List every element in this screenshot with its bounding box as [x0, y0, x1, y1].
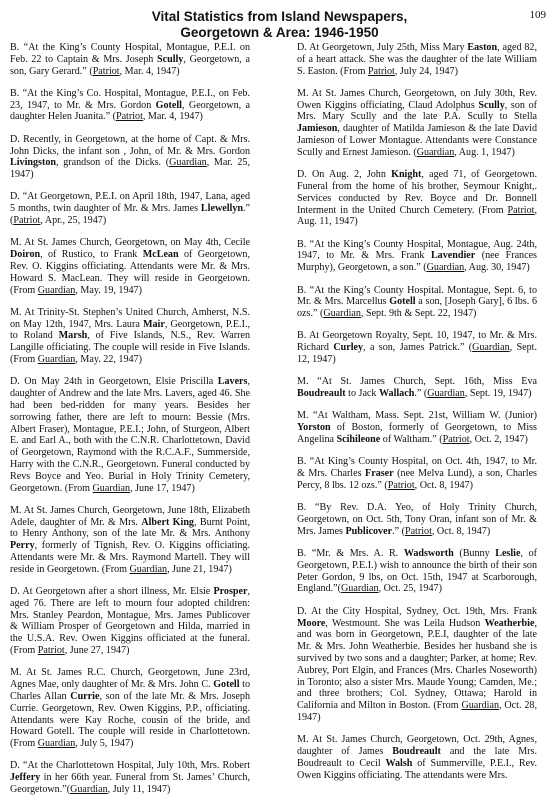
- surname: Curley: [333, 342, 364, 354]
- newspaper-name: Guardian: [416, 146, 455, 158]
- newspaper-name: Patriot: [115, 111, 143, 123]
- entry-text: , grandson of the Dicks. (: [56, 157, 170, 169]
- surname: Leslie: [495, 548, 521, 560]
- title-line-1: Vital Statistics from Island Newspapers,: [151, 9, 408, 24]
- entry-text: B. “At the King’s County Hospital, Montague, P.E.I. on Feb. 22 to Captain & Mrs. Joseph: [10, 42, 250, 65]
- entry-text: in her 66th year. Funeral from St. James’ Church, Georgetown.”(: [10, 772, 250, 796]
- newspaper-name: Guardian: [427, 388, 465, 400]
- entry-text: , Mar. 4, 1947): [142, 111, 203, 123]
- entry-text: B. “At the King’s County Hospital, Montague, Aug. 24th, 1947, to Mr. & Mrs. Frank: [297, 238, 537, 262]
- surname: Publicover: [345, 525, 393, 537]
- surname: Gotell: [213, 679, 240, 691]
- newspaper-name: Patriot: [367, 65, 395, 77]
- entry-text: , aged 76. There are left to mourn four adopted children: Mrs. Stanley Peardon, Montague, Mrs. James Publicover & William Prosper of Georgetown and Hilda, married in the U.S.A. Rev. Owen Kiggins officiated at the funeral. (From: [10, 586, 250, 657]
- entry-text: D. At Georgetown after a short illness, Mr. Elsie: [10, 586, 214, 598]
- surname: Perry: [10, 540, 35, 552]
- surname: Albert King: [141, 516, 194, 528]
- entry-text: a son, [Joseph Gary], 6 lbs. 6 ozs.” (: [297, 296, 537, 320]
- entry-text: B. “At King’s County Hospital, on Oct. 4th, 1947, to Mr. & Mrs. Charles: [297, 456, 537, 480]
- entry-text: of Georgetown, Rev. O. Kiggins officiating. Attendants were Mr. & Mrs. Howard S. MacLean. They will reside in Georgetown. (From: [10, 249, 250, 296]
- record-entry: [297, 456, 537, 491]
- entry-text: of Boston, formerly of Georgetown, to Miss Angelina: [297, 422, 537, 446]
- newspaper-name: Guardian: [70, 784, 108, 796]
- newspaper-name: Guardian: [323, 308, 361, 320]
- surname: Llewellyn: [200, 203, 243, 215]
- record-entry: [297, 734, 537, 781]
- entry-text: .” (: [10, 203, 250, 227]
- entry-text: , son of Mrs. Mary Scully and the late P.A. Scully to Stella: [297, 99, 537, 123]
- entry-text: , Georgetown, a daughter Helen Juanita.” (: [10, 99, 250, 123]
- entry-text: of Summerville, P.E.I., Rev. Owen Kiggins officiating. The attendants were Mrs.: [297, 757, 537, 781]
- entry-text: , formerly of Tignish, Rev. O. Kiggins officiating. Attendants were Mr. & Mrs. Raymond Martell. They will reside in Georgetown. (From: [10, 540, 250, 575]
- entry-text: , of Five Islands, N.S., Rev. Warren Langille officiating. The couple will reside in Five Islands. (From: [10, 330, 250, 366]
- entry-text: , Burnt Point, to Henry Anthony, son of the late Mr. & Mrs. Anthony: [10, 516, 251, 540]
- newspaper-name: Patriot: [404, 525, 432, 537]
- entry-text: , July 5, 1947): [75, 738, 134, 750]
- entry-text: , Aug. 11, 1947): [297, 204, 537, 228]
- entry-text: D. On Aug. 2, John: [297, 169, 392, 181]
- entry-text: , Westmount. She was Leila Hudson: [325, 617, 485, 629]
- entry-text: D. Recently, in Georgetown, at the home of Capt. & Mrs. John Dicks, the infant son , John, of Mr. & Mrs. Gordon: [10, 133, 250, 157]
- entry-text: M. At St. James Church, Georgetown, on May 4th, Cecile: [10, 237, 250, 249]
- newspaper-name: Patriot: [507, 204, 535, 216]
- newspaper-name: Guardian: [472, 342, 510, 354]
- entry-text: of Waltham.” (: [380, 434, 443, 446]
- surname: Lavendier: [430, 250, 476, 262]
- record-entry: [297, 548, 537, 595]
- entry-text: , June 27, 1947): [64, 645, 130, 657]
- record-entry: [297, 606, 537, 724]
- entry-text: M. At St. James Church, Georgetown, on July 30th, Rev. Owen Kiggins officiating, Claud Adolphus: [297, 87, 537, 111]
- entry-text: , July 24, 1947): [394, 65, 458, 77]
- surname: Doiron: [10, 249, 41, 261]
- surname: Livingston: [10, 157, 56, 169]
- entry-text: .” (: [392, 525, 405, 537]
- surname: Jamieson: [297, 123, 338, 135]
- entry-text: , daughter of Andrew and the late Mrs. Lavers, aged 46. She had been bed-ridden for many years. Besides her sorrowing father, there are left to mourn: Bessie (Mrs. Albert Fraser), Montague, P.E.I.; John, of Sturgeon, Albert E. and Earl A., both with the C.N.R. Charlottetown, David of Georgetown, Raymond with the R.C.A.F., Summerside, Harry with the C.N.R., Georgetown. Funeral conducted by Revs Boyce and Yeo. Burial in Holy Trinity Cemetery, Georgetown. (From: [10, 376, 250, 494]
- page-title: [0, 9, 559, 41]
- surname: McLean: [142, 249, 179, 261]
- surname: Currie: [70, 690, 100, 702]
- entry-text: M. “At St. James Church, Sept. 16th, Miss Eva: [297, 376, 537, 388]
- entry-text: (nee Melva Lund), a son, Charles Percy, 8 lbs. 12 ozs.” (: [297, 468, 537, 491]
- entry-text: , of Rustico, to Frank: [40, 249, 143, 261]
- newspaper-name: Guardian: [341, 583, 379, 595]
- record-entry: [297, 330, 537, 365]
- record-entry: [10, 505, 250, 576]
- entry-text: B. At Georgetown Royalty, Sept. 10, 1947, to Mr. & Mrs. Richard: [297, 330, 537, 354]
- entry-text: D. On May 24th in Georgetown, Elsie Priscilla: [10, 376, 218, 388]
- surname: Knight: [391, 169, 422, 181]
- entry-text: M. At St. James Church, Georgetown, Oct. 29th, Agnes, daughter of James: [297, 734, 537, 758]
- entry-text: , May. 22, 1947): [75, 354, 142, 366]
- record-entry: [10, 376, 250, 494]
- record-entry: [10, 134, 250, 181]
- surname: Boudreault: [297, 388, 346, 400]
- record-entry: [10, 760, 250, 795]
- entry-text: B. “Mr. & Mrs. A. R.: [297, 548, 404, 560]
- entry-text: D. At Georgetown, July 25th, Miss Mary: [297, 42, 468, 53]
- entry-text: M. At St. James R.C. Church, Georgetown, June 23rd, Agnes Mae, only daughter of Mr. & Mrs. John C.: [10, 667, 250, 691]
- entry-text: , and was born in Georgetown, P.E.I, daughter of the late Mr. & Mrs. John Weatherbie. Besides her husband she is survived by two sons and a daughter; Parker, at home; Rev. Aubrey, Port Elgin, and Frances (Mrs. Charles Noseworth) in Toronto; also a sister Mrs. Maude Young; Camden, Me.; and three brothers; Col. Sydney, Ottawa; Harold in California and Milton in Boston. (From: [297, 617, 537, 712]
- entry-text: (nee Frances Murphy), Georgetown, a son.” (: [297, 250, 537, 274]
- surname: Marsh: [58, 330, 88, 342]
- surname: Wadsworth: [403, 548, 454, 560]
- surname: Scully: [478, 99, 505, 111]
- newspaper-name: Guardian: [426, 262, 465, 274]
- surname: Weatherbie: [484, 617, 535, 629]
- entry-text: , Oct. 28, 1947): [297, 700, 537, 723]
- newspaper-name: Guardian: [37, 738, 76, 750]
- entry-text: , May. 19, 1947): [75, 284, 142, 296]
- entry-text: .” (: [414, 388, 428, 400]
- entry-text: , of Georgetown, P.E.I.) wish to announce the birth of their son Peter Gordon, 9 lbs, on Oct. 15th, 1947 at Scarborough, England.”(: [297, 548, 537, 595]
- entry-text: B. “At the King’s Co. Hospital, Montague, P.E.I., on Feb. 23, 1947, to Mr. & Mrs. Gordon: [10, 87, 250, 111]
- entry-text: , Oct. 2, 1947): [469, 434, 528, 446]
- entry-text: , a son, James Patrick.” (: [363, 342, 473, 354]
- entry-text: , Oct. 8, 1947): [431, 525, 491, 537]
- entry-text: B. “At the King’s County Hospital. Montague, Sept. 6, to Mr. & Mrs. Marcellus: [297, 284, 537, 308]
- entry-text: , Oct. 8, 1947): [414, 479, 473, 491]
- newspaper-name: Guardian: [37, 284, 76, 296]
- title-line-2: Georgetown & Area: 1946-1950: [180, 25, 379, 40]
- surname: Scihileone: [336, 434, 381, 446]
- surname: Mair: [142, 318, 165, 330]
- entry-text: , aged 82, of a heart attack. She was the daughter of the late William S. Easton. (From: [297, 42, 537, 77]
- entry-text: M. At Trinity-St. Stephen’s United Church, Amherst, N.S. on May 12th, 1947, Mrs. Laura: [10, 306, 250, 330]
- record-entry: [10, 586, 250, 657]
- entry-text: to Charles Allan: [10, 679, 250, 702]
- newspaper-name: Patriot: [387, 479, 415, 491]
- entry-text: , Apr., 25, 1947): [40, 215, 107, 227]
- record-entry: [297, 88, 537, 159]
- newspaper-name: Patriot: [92, 65, 120, 77]
- surname: Scully: [156, 53, 184, 65]
- entry-text: , son of the late Mr. & Mrs. Joseph Currie. Georgetown, Rev. Owen Kiggins, P.P., officiating. Attendants were Kay Roche, cousin of the bride, and Howard Gotell. The couple will reside in Charlottetown. (From: [10, 690, 250, 750]
- entry-text: B. “By Rev. D.A. Yeo, of Holy Trinity Church, Georgetown, on Oct. 5th, Tony Oran, infant son of Mr. & Mrs. James: [297, 502, 537, 537]
- record-entry: [297, 410, 537, 445]
- entry-text: D. At the City Hospital, Sydney, Oct. 19th, Mrs. Frank: [297, 605, 537, 617]
- entry-text: , aged 71, of Georgetown. Funeral from the home of his brother, Seymour Knight,. Services conducted by Rev. Boyce and Dr. Bonnell Interment in the United Church Cemetery. (From: [297, 169, 537, 216]
- record-entry: [297, 42, 537, 77]
- surname: Walsh: [385, 757, 413, 769]
- newspaper-name: Guardian: [37, 354, 76, 366]
- entry-text: , June 17, 1947): [130, 482, 195, 494]
- newspaper-name: Patriot: [37, 645, 65, 657]
- record-entry: [297, 239, 537, 274]
- record-entry: [297, 285, 537, 320]
- surname: Gotell: [155, 99, 182, 111]
- entry-text: M. “At Waltham, Mass. Sept. 21st, William W. (Junior): [297, 410, 537, 422]
- entry-text: , Mar. 25, 1947): [10, 157, 250, 181]
- page-number: 109: [529, 9, 546, 21]
- newspaper-name: Guardian: [461, 700, 499, 712]
- right-column: [297, 42, 537, 792]
- entry-text: , daughter of Matilda Jamieson & the late David Jamieson of Lower Montague. Attendants were Constance Scully and Ernest Jamieson. (: [297, 123, 537, 158]
- entry-text: , Aug. 30, 1947): [464, 262, 530, 274]
- surname: Wallach: [378, 388, 415, 400]
- entry-text: , Sept. 19, 1947): [464, 388, 532, 400]
- newspaper-name: Guardian: [169, 157, 207, 169]
- record-entry: [10, 88, 250, 123]
- entry-text: , Georgetown, a son, Gary Gerard.” (: [10, 53, 250, 77]
- entry-text: D. “At the Charlottetown Hospital, July 10th, Mrs. Robert: [10, 760, 250, 772]
- surname: Lavers: [217, 376, 248, 388]
- entry-text: and the late Mrs. Boudreault to Cecil: [297, 746, 537, 769]
- newspaper-name: Guardian: [129, 563, 168, 575]
- entry-text: , Oct. 25, 1947): [378, 583, 442, 595]
- entry-text: , June 21, 1947): [167, 563, 232, 575]
- entry-text: , Sept. 12, 1947): [297, 342, 538, 366]
- surname: Jeffery: [10, 772, 41, 784]
- surname: Boudreault: [392, 746, 441, 758]
- entry-text: , July 11, 1947): [107, 784, 171, 796]
- record-entry: [297, 502, 537, 537]
- entry-text: , Sept. 9th & Sept. 22, 1947): [360, 308, 477, 320]
- entry-text: , Georgetown, P.E.I., to Roland: [10, 318, 250, 342]
- record-entry: [10, 237, 250, 296]
- surname: Gotell: [389, 296, 416, 308]
- record-entry: [10, 667, 250, 750]
- surname: Fraser: [365, 468, 394, 480]
- surname: Prosper: [213, 586, 248, 598]
- entry-text: (Bunny: [453, 548, 496, 560]
- entry-text: M. At St. James Church, Georgetown, June 18th, Elizabeth Adele, daughter of Mr. & Mrs.: [10, 504, 250, 528]
- surname: Easton: [467, 42, 498, 53]
- record-entry: [297, 376, 537, 400]
- left-column: [10, 42, 250, 806]
- entry-text: D. “At Georgetown, P.E.I. on April 18th, 1947, Lana, aged 5 months, twin daughter of Mr. & Mrs. James: [10, 191, 250, 215]
- surname: Yorston: [297, 422, 331, 434]
- record-entry: [297, 169, 537, 228]
- record-entry: [10, 307, 250, 366]
- entry-text: , Aug. 1, 1947): [454, 146, 515, 158]
- newspaper-name: Patriot: [13, 215, 41, 227]
- surname: Moore: [297, 617, 326, 629]
- entry-text: , Mar. 4, 1947): [119, 65, 180, 77]
- record-entry: [10, 191, 250, 226]
- newspaper-name: Guardian: [92, 482, 131, 494]
- entry-text: to Jack: [345, 388, 379, 400]
- record-entry: [10, 42, 250, 77]
- newspaper-name: Patriot: [442, 434, 470, 446]
